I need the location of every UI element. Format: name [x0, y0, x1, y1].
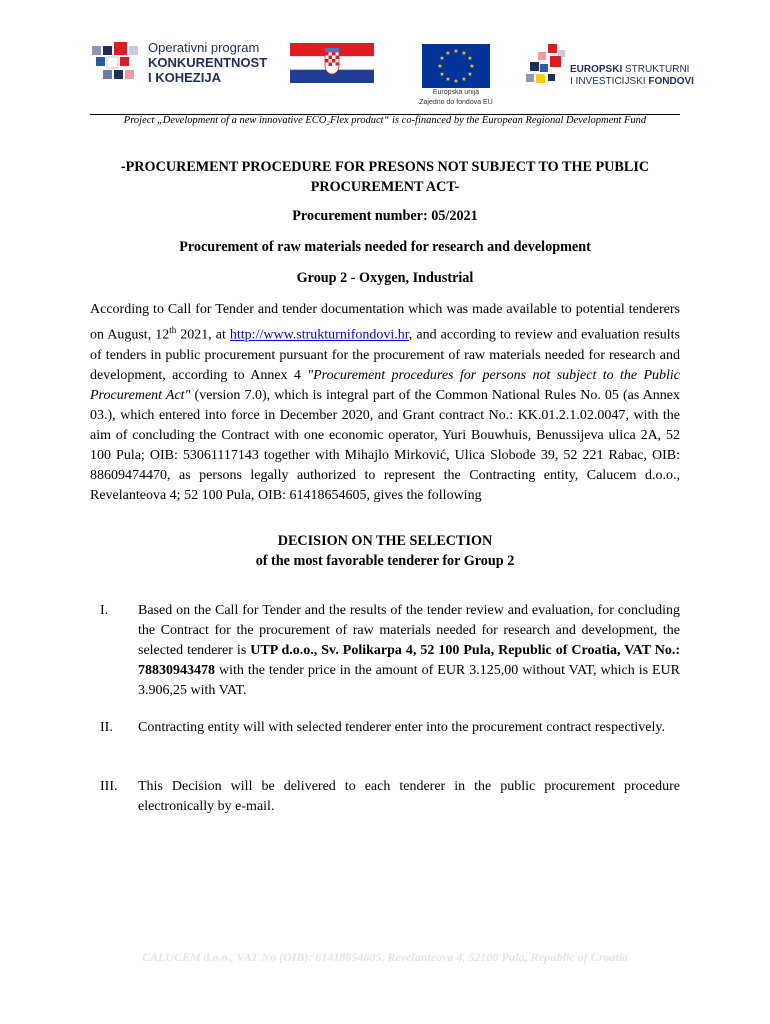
item-1-text-a: Based on the Call for Tender and the results of the tender review and evaluation, for concluding the Contract for the procurement of raw materials needed for research and development, the selected tenderer is [138, 603, 680, 658]
svg-text:★: ★ [439, 71, 445, 78]
item-1-selected-tenderer: UTP d.o.o., Sv. Polikarpa 4, 52 100 Pula, Republic of Croatia, VAT No.: 78830943478 [138, 643, 680, 678]
eu-caption-line1: Europska unija [432, 89, 480, 96]
svg-text:★: ★ [467, 71, 473, 78]
procurement-group: Group 2 - Oxygen, Industrial [296, 270, 474, 286]
procedure-heading [90, 157, 680, 197]
svg-text:★: ★ [461, 50, 467, 57]
page-footer: CALUCEM d.o.o., VAT No (OIB): 61418654605, Revelanteova 4, 52100 Pula, Republic of Croatia [141, 950, 629, 964]
intro-annex-title: "Procurement procedures for persons not subject to the Public Procurement Act" [90, 367, 680, 403]
op-logo-line1: Operativni program [148, 40, 260, 55]
intro-sup: th [169, 325, 177, 335]
item-2-number: II. [100, 720, 113, 735]
svg-text:★: ★ [469, 63, 475, 70]
svg-text:★: ★ [437, 63, 443, 70]
intro-paragraph [90, 300, 680, 506]
svg-text:★: ★ [453, 48, 459, 55]
item-3-number: III. [100, 779, 118, 794]
esi-line1-rest: STRUKTURNI [622, 64, 690, 75]
decision-heading [90, 531, 680, 571]
procedure-heading-line2: PROCUREMENT ACT- [310, 179, 460, 195]
eu-caption [400, 88, 512, 108]
svg-text:★: ★ [453, 78, 459, 85]
procurement-subject: Procurement of raw materials needed for research and development [179, 239, 591, 255]
croatia-flag-icon [290, 43, 374, 83]
intro-text-1: According to Call for Tender and tender documentation which was made available to potential tenderers on August, 12 [90, 302, 680, 343]
svg-text:★: ★ [467, 55, 473, 62]
decision-subtitle: of the most favorable tenderer for Group 2 [255, 553, 515, 569]
op-mosaic-icon [90, 42, 142, 86]
decision-title: DECISION ON THE SELECTION [277, 533, 493, 549]
op-logo-line2: KONKURENTNOST [148, 55, 268, 70]
project-line: Project „Development of a new innovative ECO₂Flex product“ is co-financed by the European Regional Development Fund [123, 115, 647, 126]
item-1-text-b: with the tender price in the amount of EUR 3.125,00 without VAT, which is EUR 3.906,25 with VAT. [138, 663, 680, 698]
intro-text-2: 2021, at [176, 327, 230, 343]
svg-text:★: ★ [445, 50, 451, 57]
op-logo-line3: I KOHEZIJA [148, 70, 221, 85]
procurement-number: Procurement number: 05/2021 [292, 208, 478, 224]
esi-line1-bold: EUROPSKI [570, 64, 623, 75]
item-1-number: I. [100, 603, 109, 618]
svg-text:★: ★ [445, 76, 451, 83]
esi-funds-logo [524, 44, 694, 94]
item-2-text: Contracting entity will with selected tenderer enter into the procurement contract respectively. [138, 720, 666, 735]
item-3-text: This Decision will be delivered to each tenderer in the public procurement procedure electronically by e-mail. [138, 779, 680, 814]
item-1-text [138, 601, 680, 701]
intro-text-3: , and according to review and evaluation results of tenders in public procurement pursuant for the procurement of raw materials needed for research and development, according to Annex 4 [90, 327, 680, 383]
procedure-heading-line1: -PROCUREMENT PROCEDURE FOR PRESONS NOT SUBJECT TO THE PUBLIC [120, 159, 650, 175]
esi-mosaic-icon [524, 44, 570, 90]
intro-text-4: (version 7.0), which is integral part of the Common National Rules No. 05 (as Annex 03.), which entered into force in December 2020, and Grant contract No.: KK.01.2.1.02.0047, with the aim of concluding the Contract with one economic operator, Yuri Bouwhuis, Benussijeva ulica 2A, 52 100 Pula; OIB: 53061117143 together with Mihajlo Mirković, Ulica Slobode 39, 52 221 Rabac, OIB: 88609474470, as persons legally authorized to represent the Contracting entity, Calucem d.o.o., Revelanteova 4; 52 100 Pula, OIB: 61418654605, gives the following [90, 387, 680, 503]
esi-line2-bold: FONDOVI [648, 76, 694, 87]
strukturnifondovi-link[interactable]: http://www.strukturnifondovi.hr [229, 327, 409, 343]
eu-flag-icon [422, 44, 490, 88]
svg-text:★: ★ [461, 76, 467, 83]
svg-text:★: ★ [439, 55, 445, 62]
esi-line2-pre: I INVESTICIJSKI [570, 76, 649, 87]
eu-caption-line2: Zajedno do fondova EU [419, 99, 493, 106]
operativni-program-logo [90, 40, 270, 88]
